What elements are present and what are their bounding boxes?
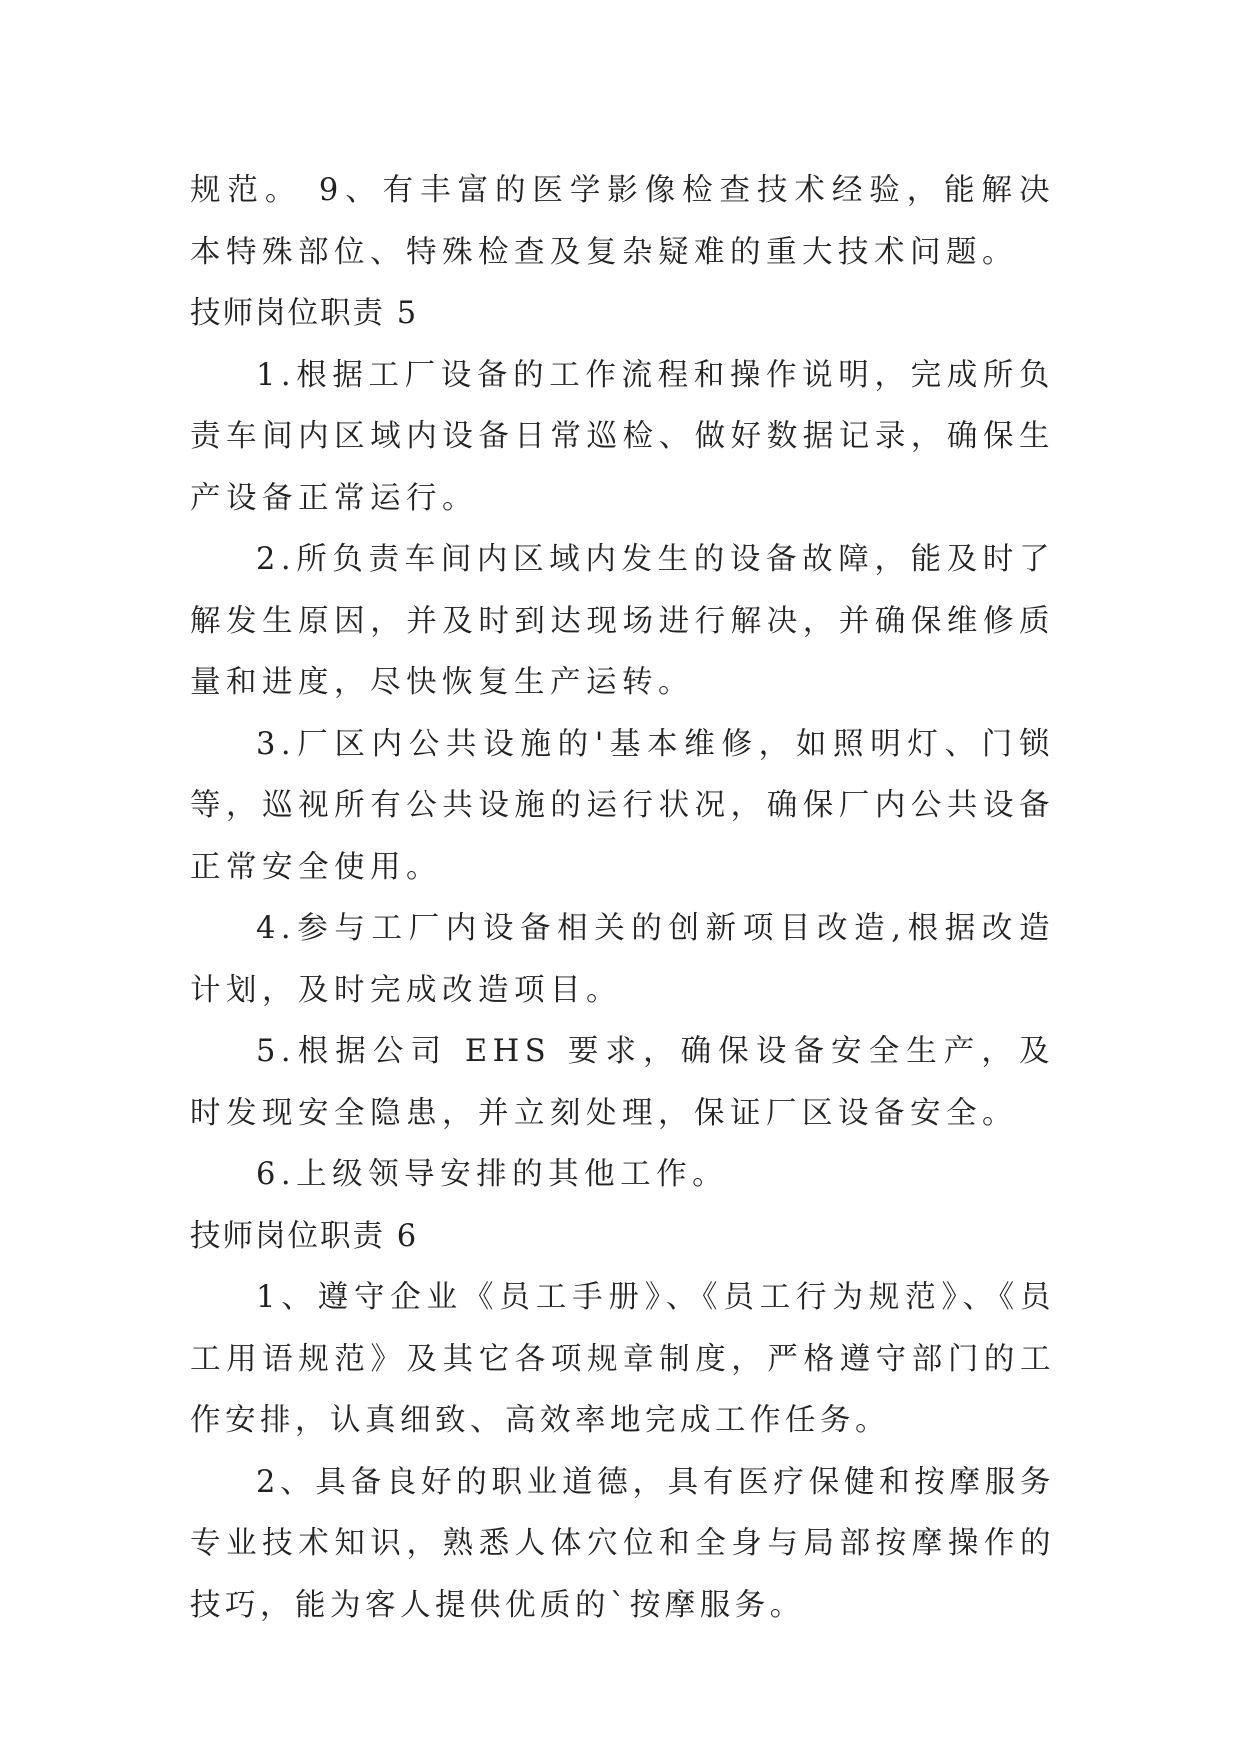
section-heading-5: 技师岗位职责 5 [190,296,419,331]
document-body [190,160,1055,1636]
paragraph-5-2: 2.所负责车间内区域内发生的设备故障，能及时了解发生原因，并及时到达现场进行解决，并确保维修质量和进度，尽快恢复生产运转。 [190,542,1055,700]
paragraph-6-2: 2、具备良好的职业道德，具有医疗保健和按摩服务专业技术知识，熟悉人体穴位和全身与局部按摩操作的技巧，能为客人提供优质的`按摩服务。 [190,1464,1055,1623]
paragraph-5-5: 5.根据公司 EHS 要求，确保设备安全生产，及时发现安全隐患，并立刻处理，保证厂区设备安全。 [190,1034,1055,1131]
paragraph-item-9-continued: 规范。 9、有丰富的医学影像检查技术经验，能解决本特殊部位、特殊检查及复杂疑难的重大技术问题。 [190,173,1055,270]
paragraph-6-1: 1、遵守企业《员工手册》、《员工行为规范》、《员工用语规范》及其它各项规章制度，严格遵守部门的工作安排，认真细致、高效率地完成工作任务。 [190,1280,1055,1438]
paragraph-5-4: 4.参与工厂内设备相关的创新项目改造,根据改造计划，及时完成改造项目。 [190,911,1055,1008]
section-heading-6: 技师岗位职责 6 [190,1218,419,1254]
paragraph-5-3: 3.厂区内公共设施的'基本维修，如照明灯、门锁等，巡视所有公共设施的运行状况，确保厂内公共设备正常安全使用。 [190,726,1055,885]
paragraph-5-6: 6.上级领导安排的其他工作。 [256,1157,729,1192]
paragraph-5-1: 1.根据工厂设备的工作流程和操作说明，完成所负责车间内区域内设备日常巡检、做好数据记录，确保生产设备正常运行。 [190,357,1055,516]
